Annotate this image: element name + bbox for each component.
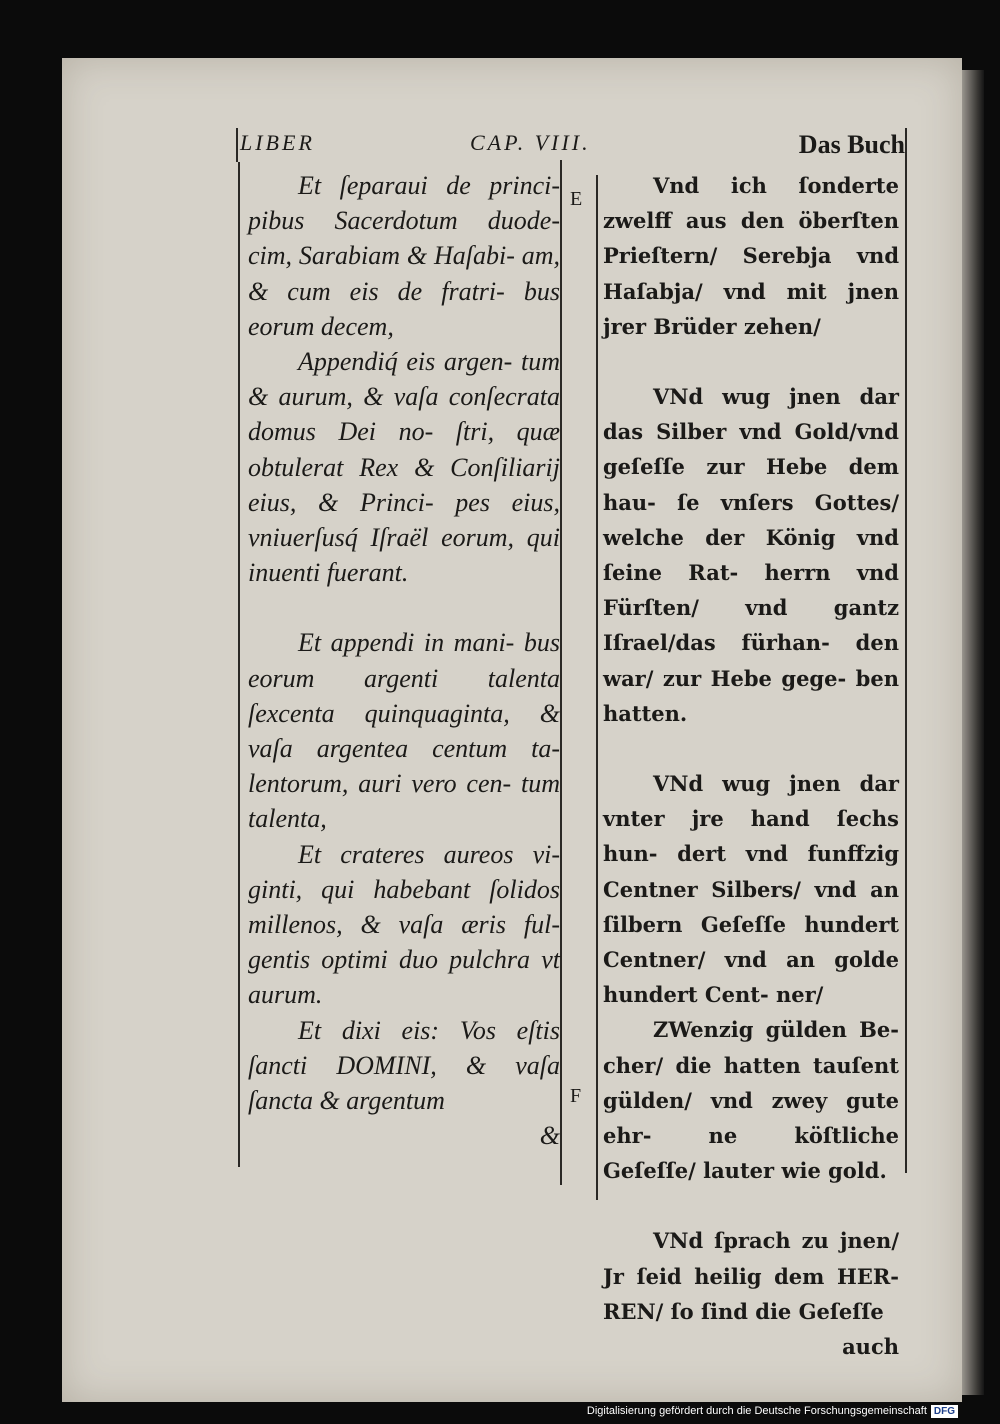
latin-paragraph: Appendiq́ eis argen- tum & aurum, & vaſa conſecrata domus Dei no- ſtri, quæ obtulerat Rex & Conſiliarij eius, & Princi- pes eius, vniuerſusq́ Iſraël eorum, qui inuenti fuerant. — [248, 347, 560, 588]
running-header — [240, 130, 905, 160]
latin-column — [248, 168, 560, 1153]
column-divider-right — [596, 175, 598, 1200]
header-right: Das Buch — [798, 130, 905, 159]
section-marker-f: F — [570, 1085, 582, 1107]
footer-text: Digitalisierung gefördert durch die Deutsche Forschungsgemeinschaft — [586, 1405, 927, 1417]
header-left: LIBER — [240, 130, 315, 155]
right-border — [905, 128, 907, 1173]
german-paragraph: VNd ſprach zu jnen/ Jr ſeid heilig dem HER- REN/ ſo ſind die Geſeſſe — [603, 1228, 899, 1324]
latin-catchword: & — [539, 1121, 560, 1151]
latin-paragraph: Et appendi in mani- bus eorum argenti talenta ſexcenta quinquaginta, & vaſa argentea centum ta- lentorum, auri vero cen- tum talenta, — [248, 628, 560, 834]
german-paragraph: VNd wug jnen dar das Silber vnd Gold/vnd geſeſſe zur Hebe dem hau- ſe vnſers Gottes/ welche der König vnd ſeine Rat- herrn vnd Fürſten/ vnd gantz Iſrael/das fürhan- den war/ zur Hebe gege- ben hatten. — [603, 384, 899, 726]
german-paragraph: VNd wug jnen dar vnter jre hand ſechs hun- dert vnd funffzig Centner Silbers/ vnd an ſilbern Geſeſſe hundert Centner/ vnd an golde hundert Cent- ner/ — [603, 771, 899, 1008]
german-paragraph: ZWenzig gülden Be- cher/ die hatten tauſent gülden/ vnd zwey gute ehr- ne köſtliche Geſeſſe/ lauter wie gold. — [603, 1017, 899, 1184]
header-rule-left — [236, 128, 238, 162]
footer-credit — [587, 1402, 958, 1420]
left-border — [238, 162, 240, 1167]
page-edge — [962, 70, 984, 1395]
latin-paragraph: Et dixi eis: Vos eſtis ſancti DOMINI, & vaſa ſancta & argentum — [248, 1015, 560, 1116]
dfg-logo: DFG — [931, 1405, 958, 1418]
latin-paragraph: Et crateres aureos vi- ginti, qui habebant ſolidos millenos, & vaſa æris ful- gentis optimi duo pulchra vt aurum. — [248, 839, 560, 1010]
section-marker-e: E — [570, 188, 583, 210]
german-paragraph: Vnd ich ſonderte zwelff aus den öberſten Prieſtern/ Serebja vnd Haſabja/ vnd mit jnen jrer Brüder zehen/ — [603, 173, 899, 339]
column-divider-left — [560, 160, 562, 1185]
german-catchword: auch — [842, 1334, 899, 1360]
german-column — [603, 168, 899, 1364]
latin-paragraph: Et ſeparaui de princi- pibus Sacerdotum duode- cim, Sarabiam & Haſabi- am, & cum eis de fratri- bus eorum decem, — [248, 171, 560, 341]
header-center: CAP. VIII. — [470, 130, 591, 155]
